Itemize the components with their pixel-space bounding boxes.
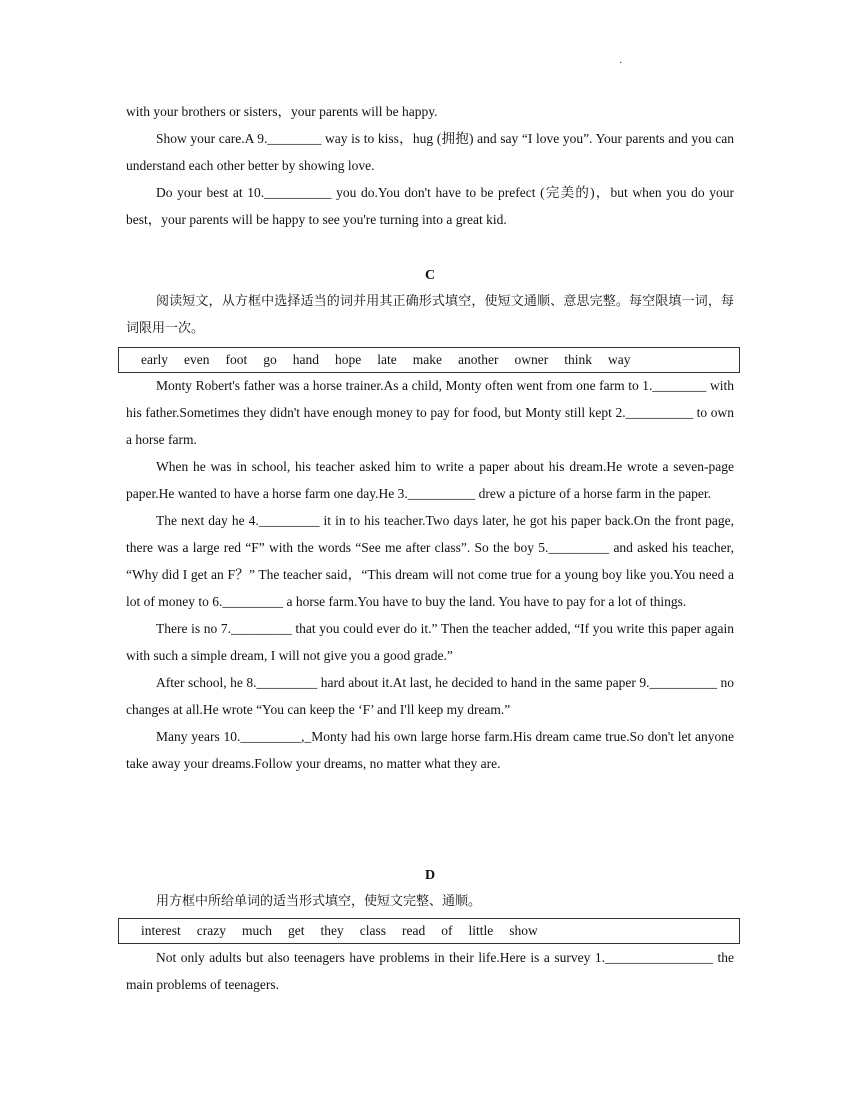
section-c-paragraph-2: When he was in school, his teacher asked him to write a paper about his dream.He wrote a seven-page paper.He wanted to have a horse farm one day.He 3.__________ drew a picture of a horse farm in the paper.	[126, 459, 734, 501]
section-d-instruction: 用方框中所给单词的适当形式填空，使短文完整、通顺。	[156, 894, 482, 909]
word-box-item: foot	[225, 352, 248, 367]
word-box-item: hand	[292, 352, 319, 367]
section-d-heading: D	[424, 868, 436, 883]
word-box-item: crazy	[196, 923, 226, 938]
section-c-heading: C	[424, 268, 436, 283]
word-box-item: another	[457, 352, 499, 367]
word-box-item: make	[412, 352, 442, 367]
word-box-item: get	[287, 923, 305, 938]
word-box-item: of	[441, 923, 453, 938]
section-c-paragraph-4: There is no 7._________ that you could ever do it.” Then the teacher added, “If you write this paper again with such a simple dream, I will not give you a good grade.”	[126, 621, 734, 663]
section-b-paragraph-1: with your brothers or sisters，your parents will be happy.	[126, 104, 438, 119]
section-b-continued	[126, 98, 734, 233]
section-d-paragraph-1: Not only adults but also teenagers have problems in their life.Here is a survey 1.________________ the main problems of teenagers.	[126, 950, 734, 992]
word-box-item: show	[509, 923, 538, 938]
section-b-paragraph-2: Show your care.A 9.________ way is to kiss，hug (拥抱) and say “I love you”. Your parents and you can understand each other better by showing love.	[126, 131, 734, 173]
header-mark: ·	[619, 58, 623, 69]
section-d-word-box	[118, 918, 740, 944]
word-box-item: hope	[334, 352, 362, 367]
section-c-instruction-block	[126, 288, 734, 342]
word-box-item: go	[263, 352, 277, 367]
word-box-item: way	[607, 352, 631, 367]
section-c-paragraph-6: Many years 10._________,_Monty had his own large horse farm.His dream came true.So don't let anyone take away your dreams.Follow your dreams, no matter what they are.	[126, 729, 734, 771]
word-box-item: read	[401, 923, 426, 938]
word-box-item: little	[468, 923, 494, 938]
word-box-item: class	[359, 923, 386, 938]
section-c-paragraph-3: The next day he 4._________ it in to his teacher.Two days later, he got his paper back.On the front page, there was a large red “F” with the words “See me after class”. So the boy 5._________ and asked his teacher, “Why did I get an F？” The teacher said，“This dream will not come true for a young boy like you.You need a lot of money to 6._________ a horse farm.You have to buy the land. You have to pay for a lot of things.	[126, 513, 734, 609]
word-box-item: late	[377, 352, 397, 367]
section-c-passage	[126, 372, 734, 777]
word-box-item: they	[320, 923, 344, 938]
section-c-paragraph-1: Monty Robert's father was a horse trainer.As a child, Monty often went from one farm to 1.________ with his father.Sometimes they didn't have enough money to pay for food, but Monty still kept 2.__________ to own a horse farm.	[126, 378, 734, 447]
word-box-item: much	[241, 923, 272, 938]
section-d-instruction-block	[126, 888, 734, 915]
section-c-paragraph-5: After school, he 8._________ hard about it.At last, he decided to hand in the same paper 9.__________ no changes at all.He wrote “You can keep the ‘F’ and I'll keep my dream.”	[126, 675, 734, 717]
word-box-item: owner	[514, 352, 549, 367]
word-box-item: even	[183, 352, 210, 367]
word-box-item: interest	[141, 923, 181, 938]
section-b-paragraph-3: Do your best at 10.__________ you do.You don't have to be prefect (完美的)，but when you do your best，your parents will be happy to see you're turning into a great kid.	[126, 185, 734, 227]
section-c-word-box	[118, 347, 740, 373]
word-box-item: think	[564, 352, 592, 367]
section-c-instruction: 阅读短文，从方框中选择适当的词并用其正确形式填空，使短文通顺、意思完整。每空限填一词，每词限用一次。	[126, 294, 734, 336]
word-box-item: early	[141, 352, 168, 367]
section-d-passage	[126, 944, 734, 998]
